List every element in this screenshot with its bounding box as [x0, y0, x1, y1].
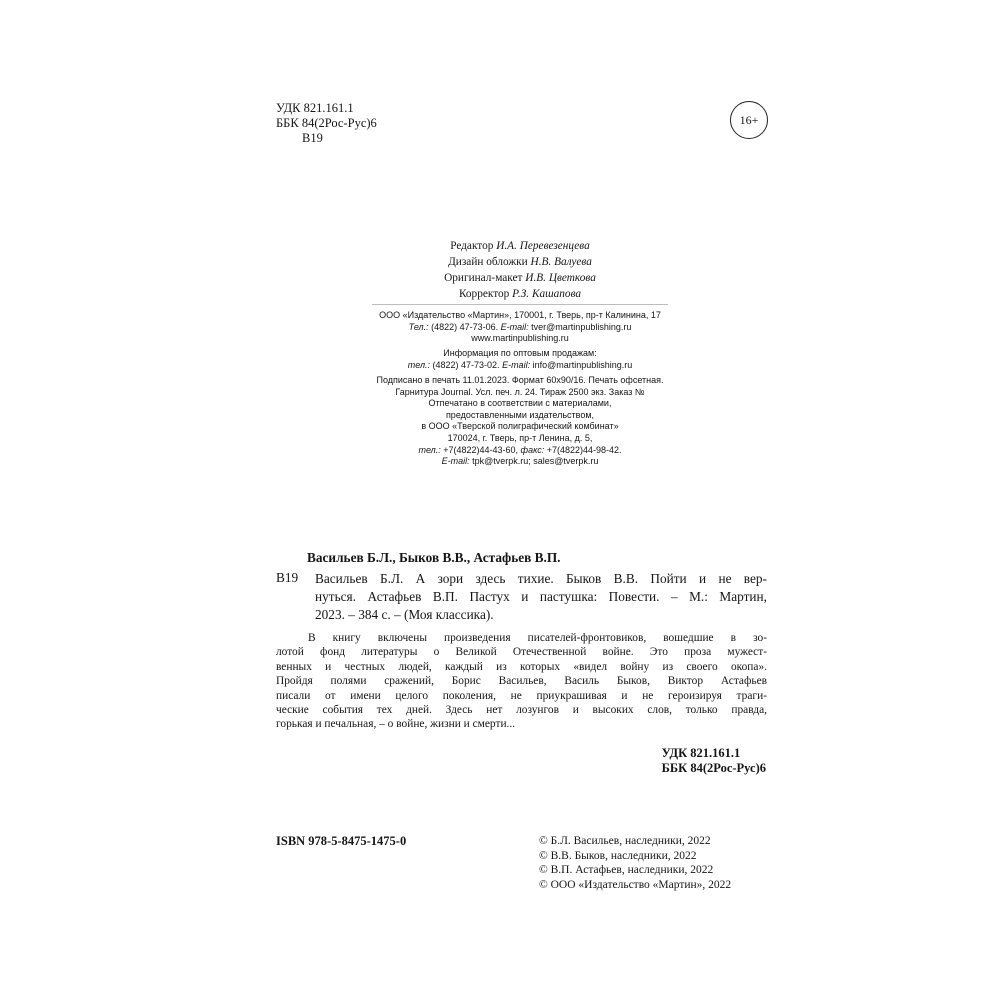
email-label: E-mail:: [500, 321, 529, 332]
isbn: ISBN 978-5-8475-1475-0: [276, 834, 407, 848]
copyright-line: © В.П. Астафьев, наследники, 2022: [539, 864, 714, 877]
print-line: Подписано в печать 11.01.2023. Формат 60x90/16. Печать офсетная.: [376, 375, 664, 385]
copyright-line: © В.В. Быков, наследники, 2022: [539, 849, 697, 862]
bbk-code: ББК 84(2Рос-Рус)6: [276, 116, 377, 130]
email-label: E-mail:: [441, 456, 470, 467]
wholesale-heading: Информация по оптовым продажам:: [443, 348, 597, 358]
annotation-line: ческие события тех дней. Здесь нет лозунгов и высоких слов, только правда,: [276, 704, 767, 717]
print-line: 170024, г. Тверь, пр-т Ленина, д. 5,: [447, 432, 593, 443]
printer-contacts: [372, 445, 668, 457]
staff-name: И.А. Перевезенцева: [496, 240, 590, 252]
staff-editor: [372, 238, 668, 254]
annotation-line: горькая и печальная, – о войне, жизни и смерти...: [276, 718, 516, 731]
staff-name: Н.В. Валуева: [530, 256, 592, 268]
copyright-block: [539, 834, 731, 892]
annotation-line: Пройдя полями сражений, Борис Васильев, Василь Быков, Виктор Астафьев: [276, 675, 767, 688]
annotation-line: лотой фонд литературы о Великой Отечественной войне. Это проза мужест-: [276, 646, 767, 659]
divider: [372, 304, 668, 305]
email-value: tver@martinpublishing.ru: [528, 321, 632, 332]
fax-value: +7(4822)44-98-42.: [544, 444, 622, 455]
staff-role: Редактор: [450, 240, 494, 252]
print-line: предоставленными издательством,: [445, 409, 595, 420]
bibliography-code: В19: [276, 570, 299, 585]
tel-value: +7(4822)44-43-60,: [440, 444, 521, 455]
email-label: E-mail:: [502, 359, 531, 370]
staff-layout: [372, 270, 668, 286]
authors-heading: Васильев Б.Л., Быков В.В., Астафьев В.П.: [307, 550, 561, 565]
bibliography-line: нуться. Астафьев В.П. Пастух и пастушка: Повести. – М.: Мартин,: [315, 589, 767, 604]
fax-label: факс:: [520, 444, 545, 455]
wholesale-contacts: [372, 360, 668, 372]
tel-label: Тел.:: [408, 321, 429, 332]
staff-credits: [372, 238, 668, 302]
classification-bottom: [662, 746, 766, 776]
bibliography-line: Васильев Б.Л. А зори здесь тихие. Быков В.В. Пойти и не вер-: [315, 571, 767, 586]
staff-role: Дизайн обложки: [448, 256, 528, 268]
tel-value: (4822) 47-73-06.: [428, 321, 501, 332]
publisher-website: www.martinpublishing.ru: [471, 333, 569, 344]
staff-name: И.В. Цветкова: [525, 272, 596, 284]
annotation-line: писали от имени целого поколения, не приукрашивая и не героизируя траги-: [276, 689, 767, 702]
print-line: в ООО «Тверской полиграфический комбинат»: [421, 421, 619, 432]
annotation: [276, 631, 767, 732]
classification-block: [276, 101, 377, 146]
tel-label: тел.:: [418, 444, 441, 455]
publisher-address: ООО «Издательство «Мартин», 170001, г. Тверь, пр-т Калинина, 17: [379, 310, 661, 320]
tel-label: тел.:: [407, 359, 431, 370]
copyright-line: © Б.Л. Васильев, наследники, 2022: [539, 835, 711, 847]
staff-proofreader: [372, 286, 668, 302]
copyright-line: © ООО «Издательство «Мартин», 2022: [539, 878, 732, 891]
staff-name: Р.З. Кашапова: [512, 288, 582, 300]
print-line: Отпечатано в соответствии с материалами,: [428, 398, 612, 409]
age-rating-badge: 16+: [730, 101, 768, 139]
staff-cover-design: [372, 254, 668, 270]
print-block: [372, 375, 668, 468]
annotation-line: венных и честных людей, каждый из которых «видел войну из своего окопа».: [276, 660, 767, 673]
wholesale-block: [372, 348, 668, 371]
udk-code: УДК 821.161.1: [661, 746, 741, 760]
email-value: info@martinpublishing.ru: [530, 359, 633, 370]
author-mark-code: В19: [302, 131, 323, 145]
publisher-contacts: [372, 322, 668, 334]
print-line: Гарнитура Journal. Усл. печ. л. 24. Тираж 2500 экз. Заказ №: [395, 386, 645, 397]
bibliography-line: 2023. – 384 с. – (Моя классика).: [315, 607, 494, 622]
annotation-line: В книгу включены произведения писателей-фронтовиков, вошедшие в зо-: [308, 632, 767, 644]
tel-value: (4822) 47-73-02.: [430, 359, 503, 370]
printer-email: [372, 456, 668, 468]
publisher-block: [372, 310, 668, 345]
udk-code: УДК 821.161.1: [276, 101, 354, 115]
staff-role: Оригинал-макет: [444, 272, 523, 284]
email-value: tpk@tverpk.ru; sales@tverpk.ru: [469, 456, 599, 467]
bbk-code: ББК 84(2Рос-Рус)6: [661, 761, 766, 775]
staff-role: Корректор: [458, 288, 510, 300]
bibliography-record: [315, 570, 767, 624]
